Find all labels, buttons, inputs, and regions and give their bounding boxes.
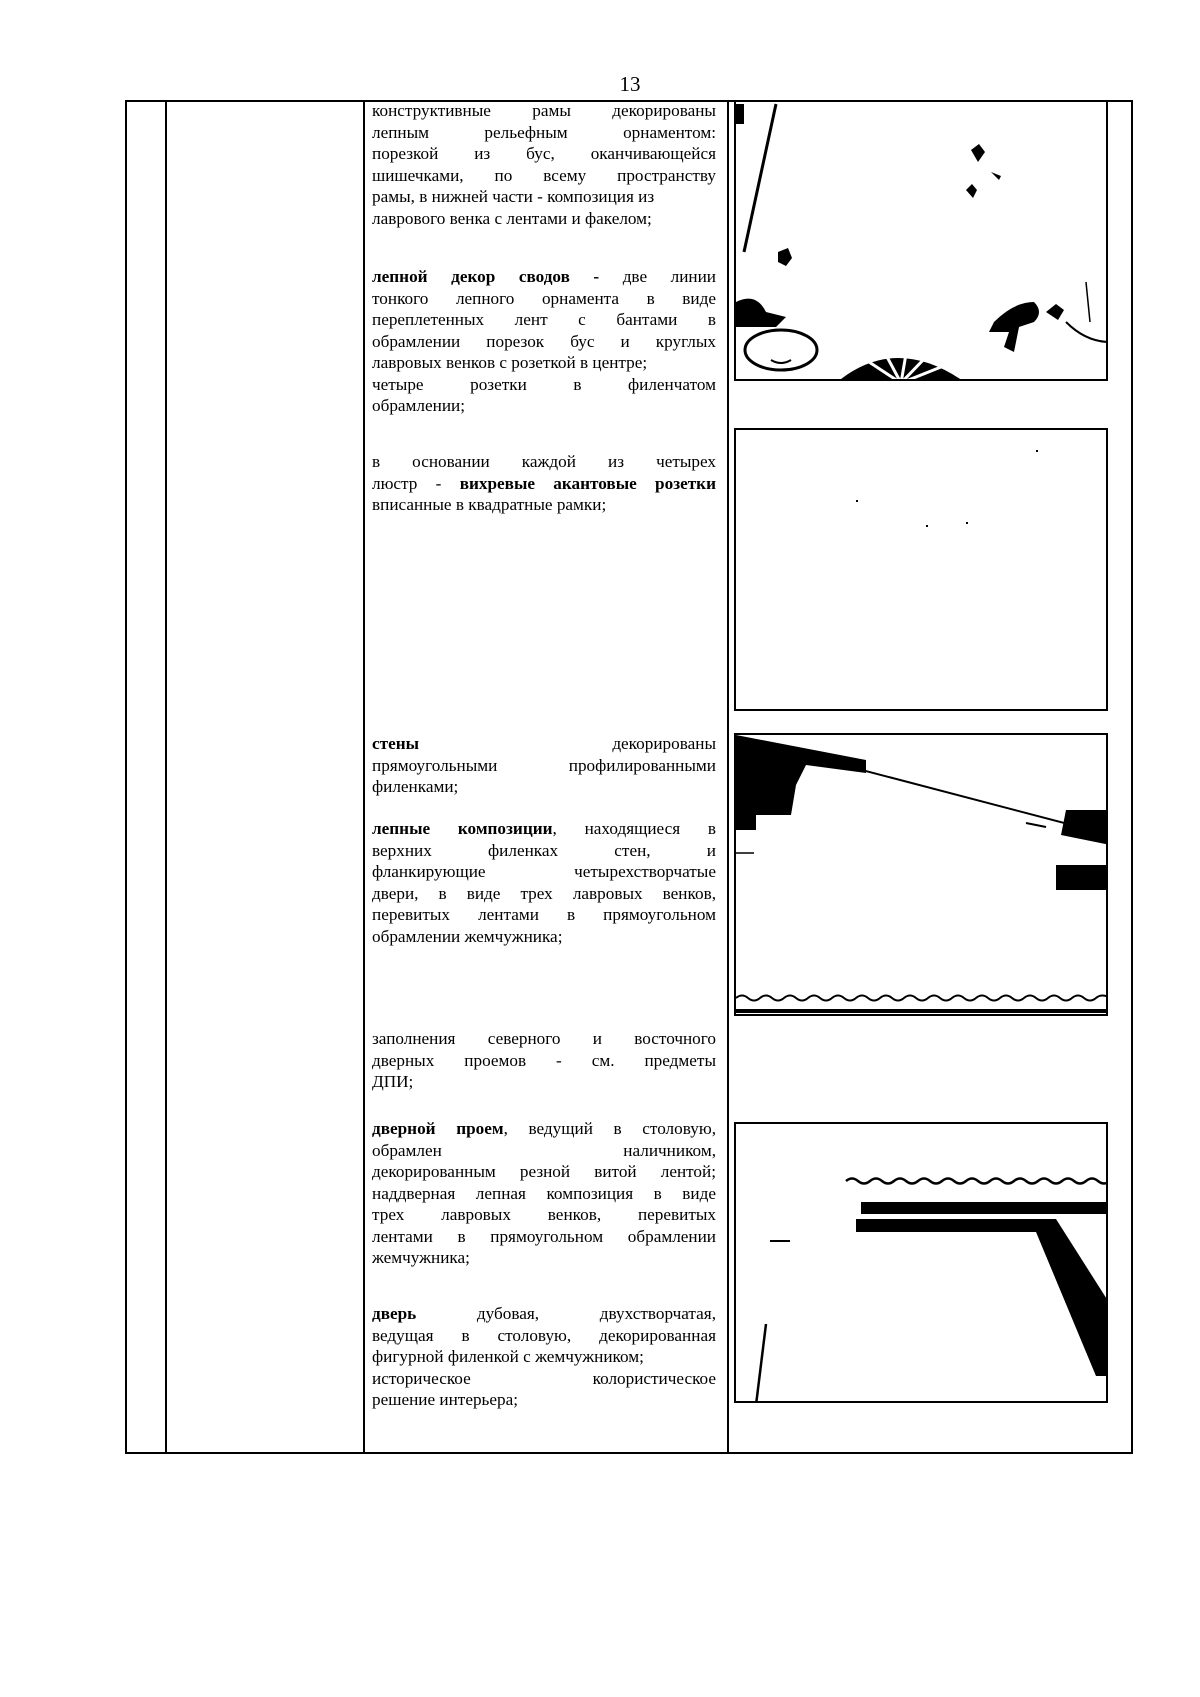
bold-term: стены [372,734,420,753]
paragraph-door-fillings [372,1028,716,1093]
paragraph-doorway [372,1118,716,1269]
text-line: конструктивные рамы декорированы [372,101,716,120]
bold-term: дверной проем [372,1119,504,1138]
text-span: , находящиеся в [552,819,716,838]
text-line: в основании каждой из четырех [372,452,716,471]
text-line: порезкой из бус, оканчивающейся [372,144,716,163]
text-line: фигурной филенкой с жемчужником; [372,1347,644,1366]
text-line [372,1118,716,1140]
text-line: тонкого лепного орнамента в виде [372,288,716,308]
page-number: 13 [619,72,641,96]
bold-term: дверь [372,1304,417,1323]
ceiling-frame-photo [734,100,1108,381]
text-line: обрамлении порезок бус и круглых [372,331,716,351]
doorway-photo-graphic [736,1124,1108,1403]
bold-term: лепные композиции [372,819,553,838]
text-line [372,1303,716,1325]
text-line: вписанные в квадратные рамки; [372,495,607,514]
text-line: четыре розетки в филенчатом [372,374,716,394]
text-line: переплетенных лент с бантами в [372,310,716,329]
paragraph-frames [372,100,716,229]
text-line [372,818,716,840]
text-line: перевитых лентами в прямоугольном [372,905,716,924]
text-line [372,266,716,288]
text-span: декорированы [612,734,716,753]
text-line: обрамлении жемчужника; [372,926,563,946]
text-line: решение интерьера; [372,1390,519,1409]
column-divider-1 [165,102,167,1452]
text-line: заполнения северного и восточного [372,1029,716,1048]
rosette-photo [734,428,1108,711]
text-line: ведущая в столовую, декорированная [372,1325,716,1345]
text-line: дверных проемов - см. предметы [372,1050,716,1070]
text-line: шишечками, по всему пространству [372,165,716,185]
paragraph-door [372,1303,716,1411]
paragraph-walls [372,733,716,798]
text-line: двери, в виде трех лавровых венков, [372,883,716,903]
bold-term: вихревые акантовые розетки [459,473,716,493]
text-line: жемчужника; [372,1248,470,1267]
doorway-photo [734,1122,1108,1403]
bold-term: лепной декор сводов - [372,267,600,286]
text-line: филенками; [372,777,459,796]
text-line: лепным рельефным орнаментом: [372,122,716,142]
text-line: обрамлен наличником, [372,1140,716,1160]
text-line: лавровых венков с розеткой в центре; [372,353,648,372]
text-line: трех лавровых венков, перевитых [372,1205,716,1224]
text-span: дубовая, двухстворчатая, [416,1304,716,1323]
ceiling-frame-photo-graphic [736,102,1108,381]
wall-panels-photo [734,733,1108,1016]
text-line: фланкирующие четырехстворчатые [372,862,716,881]
text-line: декорированным резной витой лентой; [372,1162,716,1181]
column-divider-3 [727,102,729,1452]
text-line: ДПИ; [372,1072,414,1091]
text-line: лентами в прямоугольном обрамлении [372,1226,716,1246]
text-span: две линии [599,267,716,286]
text-line: лаврового венка с лентами и факелом; [372,208,652,228]
text-line [372,473,716,495]
wall-panels-photo-graphic [736,735,1108,1016]
paragraph-vault-decor [372,266,716,417]
text-line [372,733,716,755]
text-span: люстр - [372,473,460,493]
paragraph-rosettes [372,451,716,516]
text-line: прямоугольными профилированными [372,755,716,775]
text-span: , ведущий в столовую, [503,1119,716,1138]
text-line: наддверная лепная композиция в виде [372,1183,716,1203]
column-divider-2 [363,102,365,1452]
text-line: рамы, в нижней части - композиция из [372,187,655,206]
text-line: верхних филенках стен, и [372,840,716,860]
text-line: историческое колористическое [372,1368,716,1388]
paragraph-compositions [372,818,716,947]
rosette-photo-graphic [736,430,1108,711]
text-line: обрамлении; [372,396,466,415]
